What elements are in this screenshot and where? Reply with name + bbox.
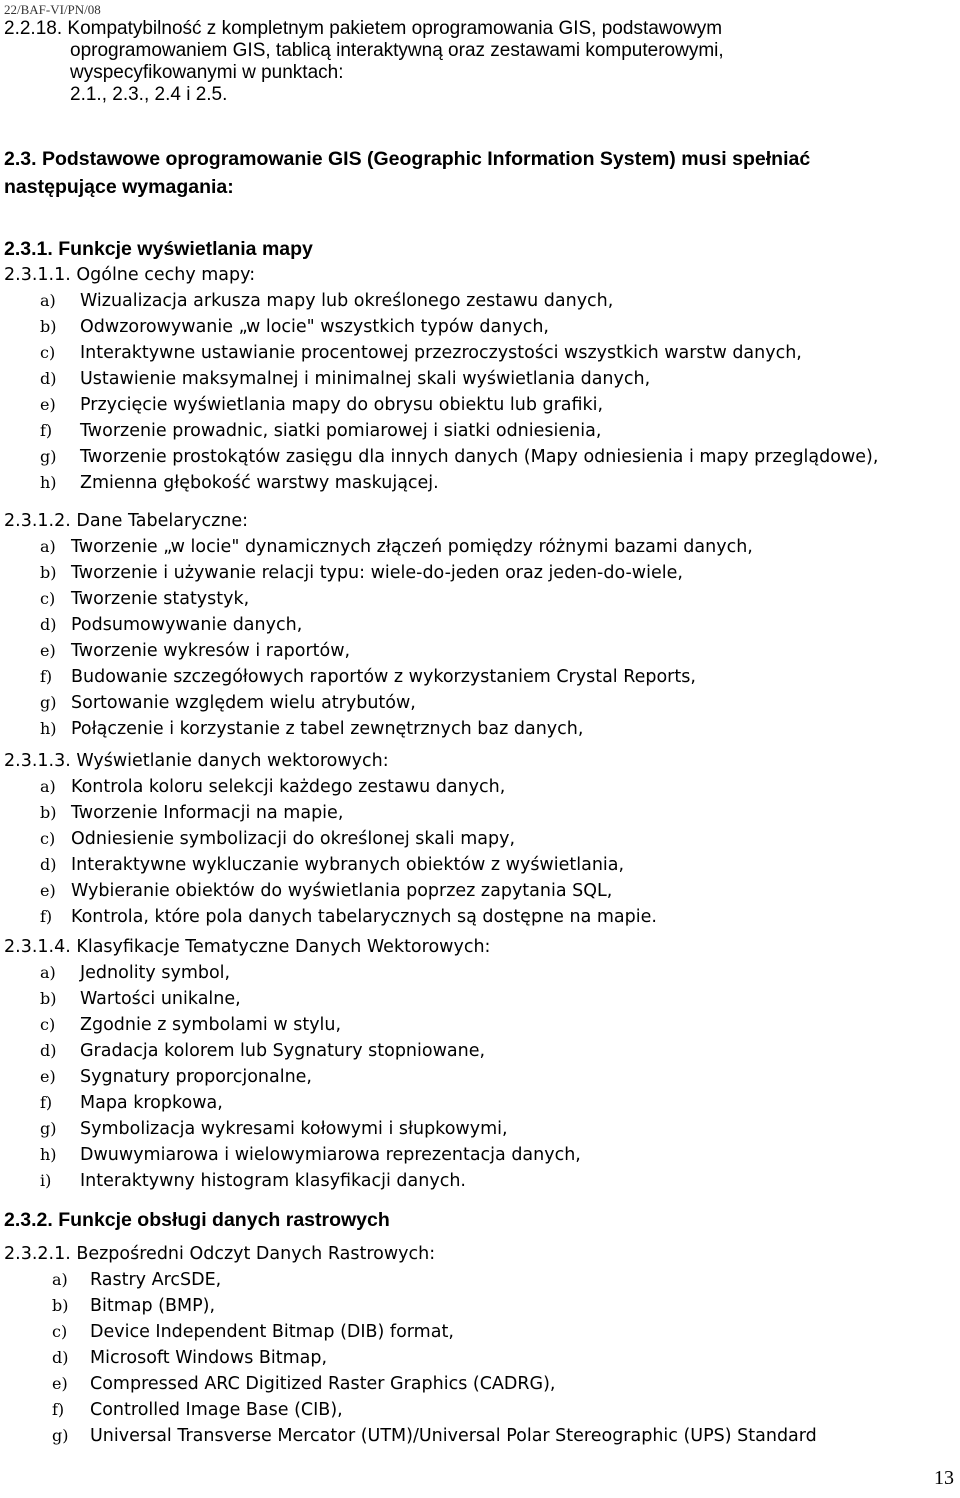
list-item-label: b) xyxy=(40,317,57,336)
list-item xyxy=(4,612,753,638)
list-item xyxy=(4,288,878,314)
subsection-2-3-2-1 xyxy=(4,1241,817,1449)
list-item xyxy=(4,444,878,470)
list-item-text: Mapa kropkowa, xyxy=(80,1093,223,1113)
list-item-label: d) xyxy=(40,855,57,874)
list-item xyxy=(4,1423,817,1449)
list-item-text: Symbolizacja wykresami kołowymi i słupkowymi, xyxy=(80,1119,508,1139)
list-item-label: d) xyxy=(52,1348,69,1367)
list-item-text: Sortowanie względem wielu atrybutów, xyxy=(71,693,416,713)
list-item xyxy=(4,986,581,1012)
list-item-text: Tworzenie prostokątów zasięgu dla innych danych (Mapy odniesienia i mapy przeglądowe), xyxy=(80,447,879,467)
list-item-label: a) xyxy=(40,291,56,310)
list-item xyxy=(4,1116,581,1142)
document-reference: 22/BAF-VI/PN/08 xyxy=(4,2,101,17)
list-item-label: b) xyxy=(52,1296,69,1315)
list-item xyxy=(4,586,753,612)
list-item-text: Bitmap (BMP), xyxy=(90,1296,216,1316)
list-item-text: Wartości unikalne, xyxy=(80,989,241,1009)
list-item xyxy=(4,1090,581,1116)
intro-line-2: oprogramowaniem GIS, tablicą interaktywną oraz zestawami komputerowymi, xyxy=(70,40,724,61)
list-item-label: e) xyxy=(40,881,56,900)
list-item-text: Zmienna głębokość warstwy maskującej. xyxy=(80,473,439,493)
list-item-label: d) xyxy=(40,615,57,634)
list-item-label: h) xyxy=(40,719,57,738)
list-item xyxy=(4,1012,581,1038)
list-item-text: Interaktywne ustawianie procentowej przezroczystości wszystkich warstw danych, xyxy=(80,343,802,363)
list-item-text: Compressed ARC Digitized Raster Graphics (CADRG), xyxy=(90,1374,556,1394)
list-item-label: f) xyxy=(40,907,53,926)
list-item xyxy=(4,1168,581,1194)
subsection-title: 2.3.1.2. Dane Tabelaryczne: xyxy=(4,511,249,531)
list-item-text: Dwuwymiarowa i wielowymiarowa reprezentacja danych, xyxy=(80,1145,581,1165)
list-item-label: h) xyxy=(40,473,57,492)
list-item-label: e) xyxy=(40,641,56,660)
intro-paragraph xyxy=(4,18,724,106)
list-item-label: g) xyxy=(40,447,57,466)
list-item-text: Podsumowywanie danych, xyxy=(71,615,303,635)
list-item xyxy=(4,716,753,742)
list-item xyxy=(4,800,657,826)
list-item xyxy=(4,960,581,986)
list-item-label: b) xyxy=(40,989,57,1008)
list-item-label: c) xyxy=(40,829,56,848)
list-item-label: c) xyxy=(40,1015,56,1034)
list-item-text: Wizualizacja arkusza mapy lub określonego zestawu danych, xyxy=(80,291,614,311)
list-item xyxy=(4,314,878,340)
list-item xyxy=(4,1064,581,1090)
list-item-label: f) xyxy=(52,1400,65,1419)
list-item-text: Device Independent Bitmap (DIB) format, xyxy=(90,1322,454,1342)
list-item-label: g) xyxy=(40,693,57,712)
list-item-label: e) xyxy=(40,395,56,414)
list-item-text: Odwzorowywanie „w locie" wszystkich typów danych, xyxy=(80,317,549,337)
intro-text: Kompatybilność z kompletnym pakietem oprogramowania GIS, podstawowym xyxy=(67,18,723,39)
list-item xyxy=(4,418,878,444)
list-item xyxy=(4,774,657,800)
list-item xyxy=(4,340,878,366)
list-item xyxy=(4,638,753,664)
list-item-text: Interaktywny histogram klasyfikacji danych. xyxy=(80,1171,466,1191)
list-item xyxy=(4,1397,817,1423)
list-item xyxy=(4,392,878,418)
list-item xyxy=(4,534,753,560)
list-item-label: a) xyxy=(40,777,56,796)
list-item-label: h) xyxy=(40,1145,57,1164)
list-item-label: g) xyxy=(40,1119,57,1138)
list-item-label: f) xyxy=(40,1093,53,1112)
list-item-text: Tworzenie Informacji na mapie, xyxy=(71,803,344,823)
list-item-text: Tworzenie prowadnic, siatki pomiarowej i siatki odniesienia, xyxy=(80,421,602,441)
list-item-label: c) xyxy=(40,343,56,362)
list-item-text: Rastry ArcSDE, xyxy=(90,1270,222,1290)
list-item xyxy=(4,690,753,716)
list-item-label: b) xyxy=(40,563,57,582)
list-item-text: Ustawienie maksymalnej i minimalnej skali wyświetlania danych, xyxy=(80,369,651,389)
subsection-title: 2.3.1.4. Klasyfikacje Tematyczne Danych Wektorowych: xyxy=(4,937,491,957)
list-item-text: Przycięcie wyświetlania mapy do obrysu obiektu lub grafiki, xyxy=(80,395,604,415)
list-item xyxy=(4,366,878,392)
list-item-label: a) xyxy=(40,537,56,556)
list-item-text: Kontrola koloru selekcji każdego zestawu danych, xyxy=(71,777,506,797)
list-item-text: Tworzenie „w locie" dynamicznych złączeń pomiędzy różnymi bazami danych, xyxy=(71,537,753,557)
list-item-text: Połączenie i korzystanie z tabel zewnętrznych baz danych, xyxy=(71,719,584,739)
section-heading-2-3: 2.3. Podstawowe oprogramowanie GIS (Geographic Information System) musi spełniać xyxy=(4,148,811,170)
list-item-text: Sygnatury proporcjonalne, xyxy=(80,1067,312,1087)
subsection-2-3-1-3 xyxy=(4,748,657,930)
list-item-label: d) xyxy=(40,1041,57,1060)
list-item xyxy=(4,1038,581,1064)
subsection-2-3-1-4 xyxy=(4,934,581,1194)
subsection-title: 2.3.1.1. Ogólne cechy mapy: xyxy=(4,265,256,285)
list-item xyxy=(4,560,753,586)
list-item xyxy=(4,1267,817,1293)
intro-line-1 xyxy=(4,18,724,40)
list-item-label: g) xyxy=(52,1426,69,1445)
list-item xyxy=(4,664,753,690)
page-number: 13 xyxy=(934,1467,954,1489)
list-item-label: f) xyxy=(40,667,53,686)
list-item-label: b) xyxy=(40,803,57,822)
list-item-label: e) xyxy=(40,1067,56,1086)
list-item-label: c) xyxy=(40,589,56,608)
intro-line-4: 2.1., 2.3., 2.4 i 2.5. xyxy=(70,84,228,105)
list-item xyxy=(4,826,657,852)
subsection-title: 2.3.1.3. Wyświetlanie danych wektorowych: xyxy=(4,751,389,771)
subsection-2-3-1-1 xyxy=(4,262,878,496)
list-item-label: d) xyxy=(40,369,57,388)
list-item-text: Budowanie szczegółowych raportów z wykorzystaniem Crystal Reports, xyxy=(71,667,696,687)
list-item-text: Odniesienie symbolizacji do określonej skali mapy, xyxy=(71,829,516,849)
section-heading-2-3-1: 2.3.1. Funkcje wyświetlania mapy xyxy=(4,238,313,260)
list-item-text: Tworzenie wykresów i raportów, xyxy=(71,641,351,661)
list-item xyxy=(4,470,878,496)
list-item xyxy=(4,878,657,904)
list-item xyxy=(4,904,657,930)
intro-number: 2.2.18. xyxy=(4,18,63,39)
list-item-text: Controlled Image Base (CIB), xyxy=(90,1400,343,1420)
list-item-text: Zgodnie z symbolami w stylu, xyxy=(80,1015,342,1035)
list-item-label: a) xyxy=(52,1270,68,1289)
section-heading-2-3-2: 2.3.2. Funkcje obsługi danych rastrowych xyxy=(4,1209,390,1231)
intro-line-3: wyspecyfikowanymi w punktach: xyxy=(70,62,344,83)
list-item-text: Universal Transverse Mercator (UTM)/Universal Polar Stereographic (UPS) Standard xyxy=(90,1426,817,1446)
list-item-text: Tworzenie i używanie relacji typu: wiele-do-jeden oraz jeden-do-wiele, xyxy=(71,563,683,583)
list-item-text: Gradacja kolorem lub Sygnatury stopniowane, xyxy=(80,1041,486,1061)
subsection-title: 2.3.2.1. Bezpośredni Odczyt Danych Rastrowych: xyxy=(4,1244,436,1264)
list-item-text: Wybieranie obiektów do wyświetlania poprzez zapytania SQL, xyxy=(71,881,613,901)
list-item-text: Tworzenie statystyk, xyxy=(71,589,250,609)
list-item xyxy=(4,1319,817,1345)
list-item xyxy=(4,1293,817,1319)
list-item-text: Interaktywne wykluczanie wybranych obiektów z wyświetlania, xyxy=(71,855,625,875)
list-item-text: Jednolity symbol, xyxy=(80,963,231,983)
list-item-label: e) xyxy=(52,1374,68,1393)
list-item-label: i) xyxy=(40,1171,52,1190)
section-heading-2-3-cont: następujące wymagania: xyxy=(4,176,234,198)
list-item-label: a) xyxy=(40,963,56,982)
list-item xyxy=(4,1142,581,1168)
list-item-label: f) xyxy=(40,421,53,440)
list-item-text: Microsoft Windows Bitmap, xyxy=(90,1348,328,1368)
list-item-text: Kontrola, które pola danych tabelarycznych są dostępne na mapie. xyxy=(71,907,657,927)
list-item-label: c) xyxy=(52,1322,68,1341)
list-item xyxy=(4,1371,817,1397)
subsection-2-3-1-2 xyxy=(4,508,753,742)
list-item xyxy=(4,1345,817,1371)
list-item xyxy=(4,852,657,878)
